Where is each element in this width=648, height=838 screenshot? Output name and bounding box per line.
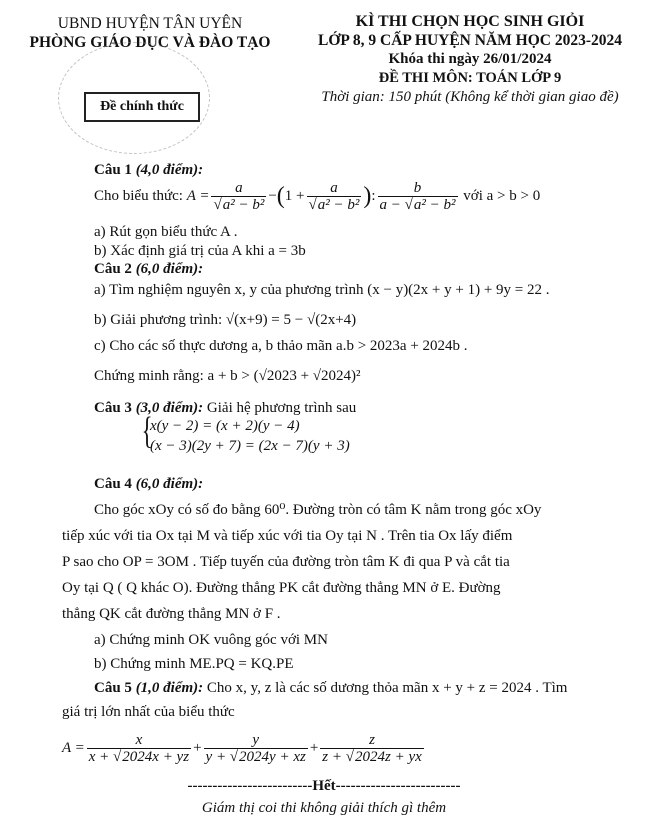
brace-icon: { xyxy=(141,410,153,452)
q4-part-b: b) Chứng minh ME.PQ = KQ.PE xyxy=(94,656,294,672)
q5-expression: A = $\frac{x}{x + √2024x + yz}$ + $\frac{y}{y + √2024y + xz}$ + $\frac{z}{z + √2024z + yx}$ xyxy=(62,731,422,765)
q2-part-c: c) Cho các số thực dương a, b thảo mãn a.b > 2023a + 2024b . xyxy=(94,338,468,354)
exam-title: KÌ THI CHỌN HỌC SINH GIỎI xyxy=(355,13,585,30)
q5-line-1: Câu 5 (1,0 điểm): Cho x, y, z là các số dương thỏa mãn x + y + z = 2024 . Tìm xyxy=(94,680,568,696)
q4-line-5: thẳng QK cắt đường thẳng MN ở F . xyxy=(62,606,281,622)
fraction: $\frac{y}{y + √2024y + xz}$ xyxy=(205,731,306,765)
q4-heading: Câu 4 (6,0 điểm): xyxy=(94,476,204,492)
q1-part-a: a) Rút gọn biểu thức A . xyxy=(94,224,238,240)
q4-part-a: a) Chứng minh OK vuông góc với MN xyxy=(94,632,328,648)
q2-part-c-prove: Chứng minh rằng: a + b > (√2023 + √2024)² xyxy=(94,368,361,384)
system-eq-1: x(y − 2) = (x + 2)(y − 4) xyxy=(150,418,300,434)
q5-line-2: giá trị lớn nhất của biểu thức xyxy=(62,704,235,720)
header-right xyxy=(300,12,640,107)
q4-line-4: Oy tại Q ( Q khác O). Đường thẳng PK cắt đường thẳng MN ở E. Đường xyxy=(62,580,501,596)
official-exam-label: Đề chính thức xyxy=(84,92,200,122)
exam-level: LỚP 8, 9 CẤP HUYỆN NĂM HỌC 2023-2024 xyxy=(318,32,622,49)
q4-line-3: P sao cho OP = 3OM . Tiếp tuyến của đường tròn tâm K đi qua P và cắt tia xyxy=(62,554,510,570)
fraction: $\frac{z}{z + √2024z + yx}$ xyxy=(322,731,422,765)
end-marker: -------------------------Hết------------------------- xyxy=(187,778,461,794)
exam-date: Khóa thi ngày 26/01/2024 xyxy=(388,51,552,67)
department-name: UBND HUYỆN TÂN UYÊN xyxy=(57,15,243,32)
q2-part-a: a) Tìm nghiệm nguyên x, y của phương trình (x − y)(2x + y + 1) + 9y = 22 . xyxy=(94,282,550,298)
fraction: $\frac{a}{\text{√a² − b²}}$ xyxy=(308,179,360,213)
fraction: $\frac{x}{x + √2024x + yz}$ xyxy=(88,731,190,765)
office-name: PHÒNG GIÁO DỤC VÀ ĐÀO TẠO xyxy=(29,34,271,51)
equation-system xyxy=(141,410,390,456)
expr-a: A = xyxy=(186,188,210,204)
q3-heading: Câu 3 (3,0 điểm): Giải hệ phương trình sau xyxy=(94,400,357,416)
q2-part-b: b) Giải phương trình: √(x+9) = 5 − √(2x+4) xyxy=(94,312,357,328)
q1-part-b: b) Xác định giá trị của A khi a = 3b xyxy=(94,243,306,259)
q2-heading: Câu 2 (6,0 điểm): xyxy=(94,261,204,277)
q1-expression: Cho biểu thức: A = $\frac{a}{\text{√a² − b²}}$ − ( 1 + $\frac{a}{\text{√a² − b²}}$ ) : $\frac{b}{\text{a − √a² − b²}}$ với a > b > 0 xyxy=(94,179,541,213)
q4-line-1: Cho góc xOy có số đo bằng 60⁰. Đường tròn có tâm K nằm trong góc xOy xyxy=(94,502,542,518)
q4-line-2: tiếp xúc với tia Ox tại M và tiếp xúc với tia Oy tại N . Trên tia Ox lấy điểm xyxy=(62,528,513,544)
footer-note: Giám thị coi thi không giải thích gì thêm xyxy=(201,800,447,816)
fraction: $\frac{b}{\text{a − √a² − b²}}$ xyxy=(379,179,456,213)
exam-subject: ĐỀ THI MÔN: TOÁN LỚP 9 xyxy=(378,70,562,86)
exam-duration: Thời gian: 150 phút (Không kể thời gian giao đề) xyxy=(321,89,619,105)
fraction: $\frac{a}{\text{√a² − b²}}$ xyxy=(213,179,265,213)
system-eq-2: (x − 3)(2y + 7) = (2x − 7)(y + 3) xyxy=(150,438,350,454)
q1-heading: Câu 1 (4,0 điểm): xyxy=(94,162,204,178)
